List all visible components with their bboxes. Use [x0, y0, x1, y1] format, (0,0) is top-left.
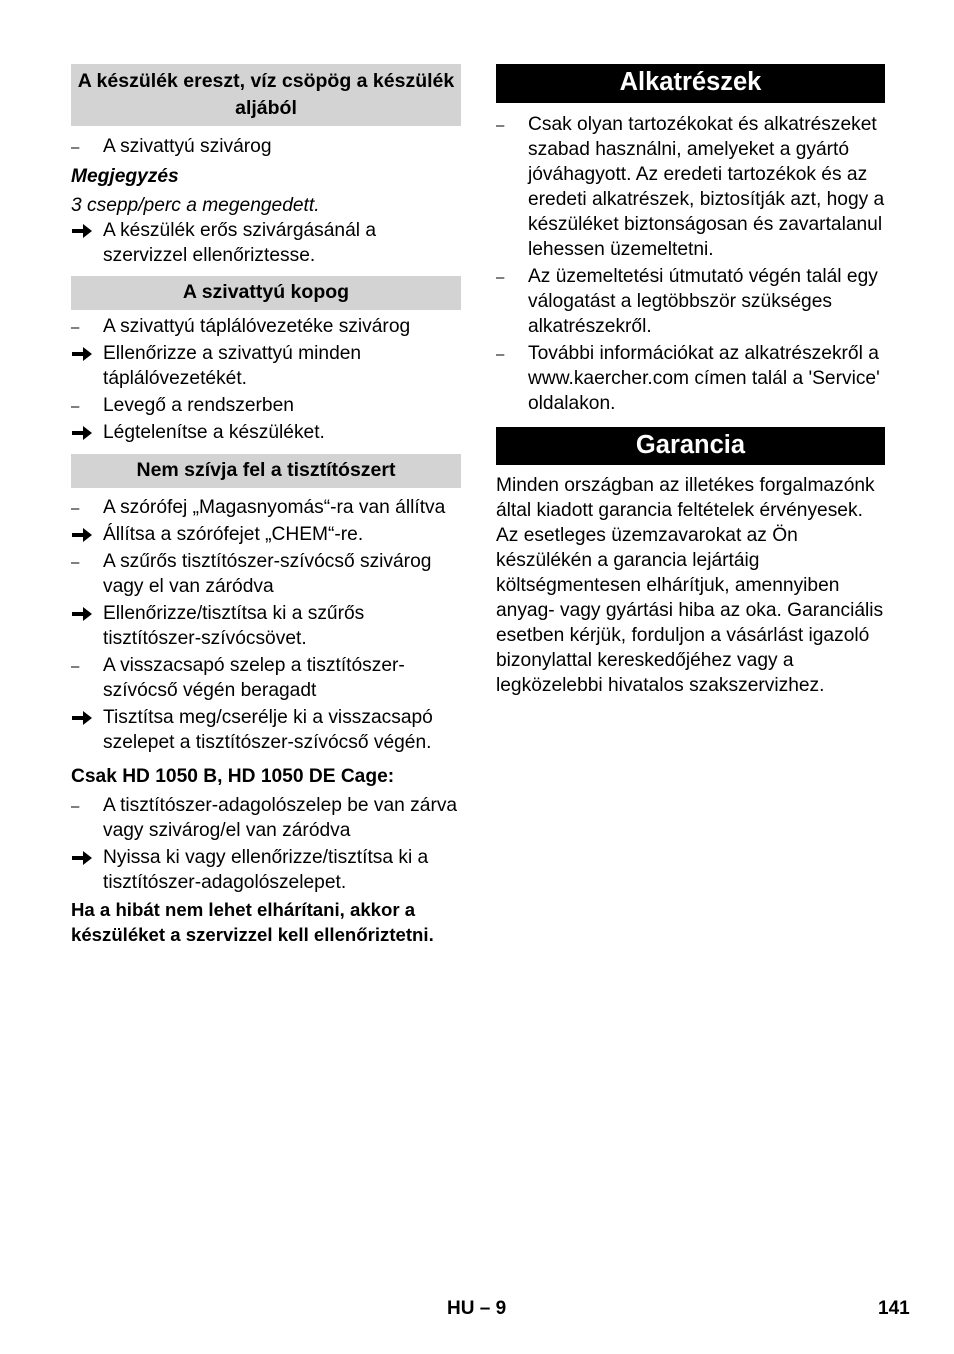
- note-text: 3 csepp/perc a megengedett.: [71, 195, 320, 216]
- dash-marker: –: [71, 139, 80, 156]
- remedy-item: Légtelenítse a készüléket.: [71, 420, 461, 445]
- warranty-text: Minden országban az illetékes forgalmazónk által kiadott garancia feltételek érvényesek. Az esetleges üzemzavarokat az Ön készülékén a garancia lejártáig költségmentesen elhárítjuk, amennyiben anyag- vagy gyártási hiba az oka. Garanciális esetben kérjük, forduljon a vásárlást igazoló bizonylattal kereskedőjéhez vagy a legközelebbi hivatalos szakszervizhez.: [496, 475, 884, 696]
- right-column: [496, 64, 885, 698]
- left-column: [71, 64, 461, 947]
- parts-item: – További információkat az alkatrészekről a www.kaercher.com címen talál a 'Service' oldalakon.: [496, 343, 880, 414]
- cause-item: – A szűrős tisztítószer-szívócső szivárog vagy el van záródva: [71, 551, 432, 597]
- dash-marker: –: [71, 554, 80, 571]
- remedy-item: Ellenőrizze a szivattyú minden táplálóvezetékét.: [71, 341, 461, 391]
- section-heading-pump-knocks: A szivattyú kopog: [71, 276, 461, 310]
- dash-marker: –: [496, 117, 505, 134]
- parts-item: – Csak olyan tartozékokat és alkatrészeket szabad használni, amelyeket a gyártó jóváhagyott. Az eredeti tartozékok és az eredeti alkatrészek, biztosítják azt, hogy a készüléket biztonságosan és zavartalanul lehessen üzemeltetni.: [496, 114, 885, 260]
- section-heading-warranty: Garancia: [496, 427, 885, 465]
- note-label: Megjegyzés: [71, 166, 179, 187]
- cause-item: – Levegő a rendszerben: [71, 393, 461, 418]
- section-heading-parts: Alkatrészek: [496, 64, 885, 103]
- parts-item: – Az üzemeltetési útmutató végén talál egy válogatást a legtöbbször szükséges alkatrészekről.: [496, 266, 878, 337]
- cause-item: – A tisztítószer-adagolószelep be van zárva vagy szivárog/el van záródva: [71, 795, 458, 841]
- final-note: Ha a hibát nem lehet elhárítani, akkor a készüléket a szervizzel kell ellenőriztetni.: [71, 899, 434, 945]
- remedy-item: A készülék erős szivárgásánál a szervizzel ellenőriztesse.: [71, 218, 461, 268]
- footer-section-label: HU – 9: [447, 1298, 507, 1319]
- dash-marker: –: [71, 398, 80, 415]
- remedy-item: Nyissa ki vagy ellenőrizze/tisztítsa ki a tisztítószer-adagolószelepet.: [71, 845, 461, 895]
- section-heading-no-detergent: Nem szívja fel a tisztítószert: [71, 454, 461, 488]
- page-number: 141: [878, 1298, 910, 1319]
- model-heading: Csak HD 1050 B, HD 1050 DE Cage:: [71, 766, 395, 787]
- dash-marker: –: [71, 319, 80, 336]
- dash-marker: –: [496, 269, 505, 286]
- section-heading-leak: A készülék ereszt, víz csöpög a készülék aljából: [71, 64, 461, 126]
- remedy-item: Ellenőrizze/tisztítsa ki a szűrős tisztítószer-szívócsövet.: [71, 601, 461, 651]
- dash-marker: –: [71, 798, 80, 815]
- dash-marker: –: [496, 346, 505, 363]
- dash-marker: –: [71, 500, 80, 517]
- cause-item: – A szórófej „Magasnyomás“-ra van állítva: [71, 495, 461, 520]
- cause-item: – A szivattyú szivárog: [71, 134, 461, 159]
- dash-marker: –: [71, 658, 80, 675]
- cause-item: – A szivattyú táplálóvezetéke szivárog: [71, 314, 461, 339]
- cause-item: – A visszacsapó szelep a tisztítószer-szívócső végén beragadt: [71, 655, 405, 701]
- remedy-item: Tisztítsa meg/cserélje ki a visszacsapó szelepet a tisztítószer-szívócső végén.: [71, 705, 461, 755]
- remedy-item: Állítsa a szórófejet „CHEM“-re.: [71, 522, 461, 547]
